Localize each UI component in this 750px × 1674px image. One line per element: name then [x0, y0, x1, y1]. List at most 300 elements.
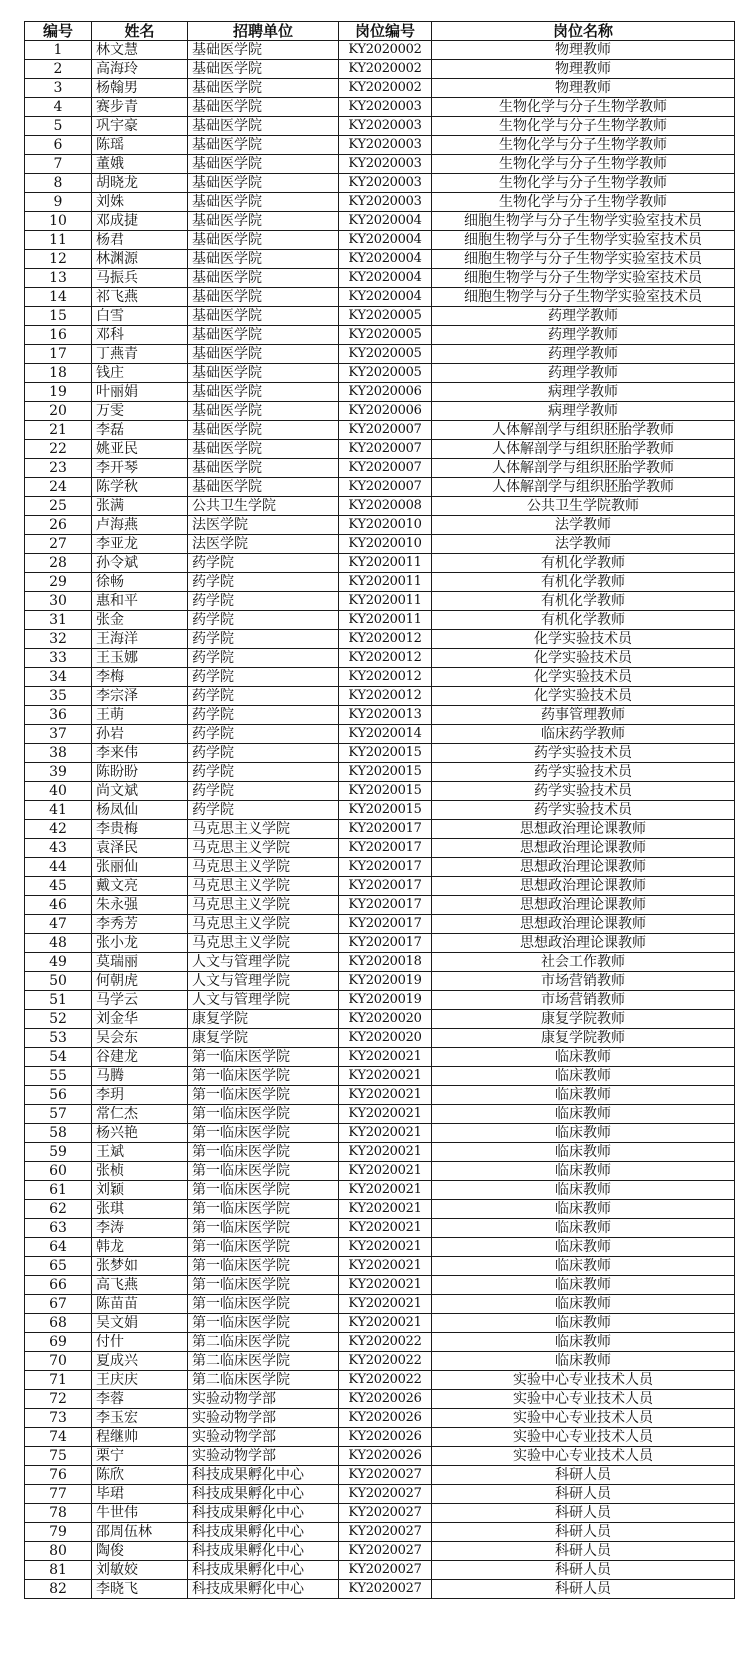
cell-number: 57: [25, 1105, 92, 1124]
cell-unit: 药学院: [188, 801, 339, 820]
cell-unit: 基础医学院: [188, 307, 339, 326]
cell-unit: 马克思主义学院: [188, 915, 339, 934]
cell-position-code: KY2020005: [339, 307, 432, 326]
cell-number: 12: [25, 250, 92, 269]
cell-name: 韩龙: [92, 1238, 188, 1257]
table-row: [25, 41, 735, 60]
cell-name: 陈瑶: [92, 136, 188, 155]
cell-unit: 康复学院: [188, 1010, 339, 1029]
cell-name: 李磊: [92, 421, 188, 440]
cell-name: 惠和平: [92, 592, 188, 611]
cell-position-code: KY2020005: [339, 345, 432, 364]
cell-position-code: KY2020002: [339, 60, 432, 79]
cell-unit: 第一临床医学院: [188, 1162, 339, 1181]
cell-position-code: KY2020022: [339, 1371, 432, 1390]
cell-unit: 第一临床医学院: [188, 1124, 339, 1143]
cell-number: 27: [25, 535, 92, 554]
table-row: [25, 174, 735, 193]
header-number: 编号: [25, 22, 92, 41]
cell-number: 45: [25, 877, 92, 896]
cell-position-title: 思想政治理论课教师: [432, 915, 735, 934]
table-row: [25, 1523, 735, 1542]
recruitment-table: [24, 21, 735, 1599]
cell-position-title: 药事管理教师: [432, 706, 735, 725]
cell-position-title: 药理学教师: [432, 307, 735, 326]
cell-number: 38: [25, 744, 92, 763]
cell-position-code: KY2020007: [339, 459, 432, 478]
table-row: [25, 649, 735, 668]
cell-unit: 第一临床医学院: [188, 1295, 339, 1314]
cell-number: 10: [25, 212, 92, 231]
cell-name: 杨翰男: [92, 79, 188, 98]
cell-position-title: 临床教师: [432, 1257, 735, 1276]
cell-position-title: 细胞生物学与分子生物学实验室技术员: [432, 250, 735, 269]
cell-position-code: KY2020026: [339, 1428, 432, 1447]
cell-number: 43: [25, 839, 92, 858]
cell-name: 何朝虎: [92, 972, 188, 991]
cell-position-title: 化学实验技术员: [432, 668, 735, 687]
cell-number: 58: [25, 1124, 92, 1143]
cell-number: 24: [25, 478, 92, 497]
table-row: [25, 364, 735, 383]
cell-position-code: KY2020020: [339, 1010, 432, 1029]
table-row: [25, 1447, 735, 1466]
cell-position-code: KY2020021: [339, 1314, 432, 1333]
cell-position-title: 临床教师: [432, 1238, 735, 1257]
cell-number: 8: [25, 174, 92, 193]
cell-position-code: KY2020015: [339, 782, 432, 801]
cell-number: 11: [25, 231, 92, 250]
cell-unit: 实验动物学部: [188, 1390, 339, 1409]
cell-position-title: 病理学教师: [432, 383, 735, 402]
cell-position-title: 人体解剖学与组织胚胎学教师: [432, 440, 735, 459]
cell-name: 邵周伍林: [92, 1523, 188, 1542]
cell-number: 22: [25, 440, 92, 459]
cell-position-code: KY2020021: [339, 1219, 432, 1238]
table-row: [25, 953, 735, 972]
table-row: [25, 1561, 735, 1580]
header-unit: 招聘单位: [188, 22, 339, 41]
cell-unit: 马克思主义学院: [188, 877, 339, 896]
cell-unit: 基础医学院: [188, 478, 339, 497]
table-row: [25, 1504, 735, 1523]
header-name: 姓名: [92, 22, 188, 41]
cell-position-code: KY2020017: [339, 877, 432, 896]
cell-name: 李蓉: [92, 1390, 188, 1409]
cell-position-title: 有机化学教师: [432, 554, 735, 573]
table-row: [25, 1352, 735, 1371]
cell-unit: 基础医学院: [188, 136, 339, 155]
cell-name: 毕珺: [92, 1485, 188, 1504]
cell-name: 栗宁: [92, 1447, 188, 1466]
cell-position-title: 临床教师: [432, 1181, 735, 1200]
header-position-code: 岗位编号: [339, 22, 432, 41]
cell-position-title: 公共卫生学院教师: [432, 497, 735, 516]
cell-number: 23: [25, 459, 92, 478]
cell-name: 刘颖: [92, 1181, 188, 1200]
cell-position-code: KY2020007: [339, 478, 432, 497]
table-row: [25, 1466, 735, 1485]
cell-unit: 药学院: [188, 782, 339, 801]
table-row: [25, 972, 735, 991]
cell-unit: 基础医学院: [188, 459, 339, 478]
cell-name: 卢海燕: [92, 516, 188, 535]
table-row: [25, 117, 735, 136]
cell-name: 莫瑞丽: [92, 953, 188, 972]
cell-number: 60: [25, 1162, 92, 1181]
cell-position-code: KY2020007: [339, 440, 432, 459]
cell-position-code: KY2020021: [339, 1086, 432, 1105]
cell-number: 70: [25, 1352, 92, 1371]
cell-position-code: KY2020027: [339, 1504, 432, 1523]
table-row: [25, 1162, 735, 1181]
cell-position-code: KY2020011: [339, 554, 432, 573]
table-row: [25, 307, 735, 326]
cell-unit: 实验动物学部: [188, 1447, 339, 1466]
table-row: [25, 554, 735, 573]
table-row: [25, 668, 735, 687]
table-row: [25, 1143, 735, 1162]
cell-unit: 第一临床医学院: [188, 1257, 339, 1276]
cell-number: 37: [25, 725, 92, 744]
cell-name: 林文慧: [92, 41, 188, 60]
cell-number: 48: [25, 934, 92, 953]
cell-number: 14: [25, 288, 92, 307]
cell-name: 张丽仙: [92, 858, 188, 877]
table-row: [25, 801, 735, 820]
cell-position-title: 实验中心专业技术人员: [432, 1447, 735, 1466]
cell-position-code: KY2020012: [339, 630, 432, 649]
cell-name: 王萌: [92, 706, 188, 725]
table-row: [25, 1371, 735, 1390]
cell-position-code: KY2020017: [339, 820, 432, 839]
cell-number: 2: [25, 60, 92, 79]
cell-position-code: KY2020012: [339, 649, 432, 668]
cell-number: 44: [25, 858, 92, 877]
cell-position-code: KY2020017: [339, 858, 432, 877]
cell-unit: 第二临床医学院: [188, 1352, 339, 1371]
cell-unit: 第一临床医学院: [188, 1314, 339, 1333]
cell-unit: 药学院: [188, 611, 339, 630]
cell-position-code: KY2020015: [339, 744, 432, 763]
cell-number: 72: [25, 1390, 92, 1409]
cell-name: 马振兵: [92, 269, 188, 288]
cell-position-title: 生物化学与分子生物学教师: [432, 98, 735, 117]
cell-name: 李梅: [92, 668, 188, 687]
table-row: [25, 535, 735, 554]
cell-position-title: 化学实验技术员: [432, 687, 735, 706]
cell-position-title: 思想政治理论课教师: [432, 858, 735, 877]
cell-unit: 科技成果孵化中心: [188, 1542, 339, 1561]
cell-position-code: KY2020006: [339, 383, 432, 402]
cell-position-code: KY2020021: [339, 1124, 432, 1143]
cell-number: 18: [25, 364, 92, 383]
cell-position-title: 有机化学教师: [432, 573, 735, 592]
cell-name: 陈学秋: [92, 478, 188, 497]
cell-position-code: KY2020010: [339, 535, 432, 554]
table-row: [25, 1485, 735, 1504]
cell-unit: 科技成果孵化中心: [188, 1485, 339, 1504]
cell-number: 19: [25, 383, 92, 402]
cell-name: 高海玲: [92, 60, 188, 79]
cell-number: 30: [25, 592, 92, 611]
cell-number: 28: [25, 554, 92, 573]
table-row: [25, 421, 735, 440]
cell-name: 李宗泽: [92, 687, 188, 706]
cell-unit: 基础医学院: [188, 212, 339, 231]
cell-unit: 基础医学院: [188, 79, 339, 98]
cell-position-title: 生物化学与分子生物学教师: [432, 174, 735, 193]
cell-name: 吴文娟: [92, 1314, 188, 1333]
cell-unit: 基础医学院: [188, 269, 339, 288]
cell-unit: 第一临床医学院: [188, 1276, 339, 1295]
cell-position-title: 思想政治理论课教师: [432, 896, 735, 915]
cell-unit: 基础医学院: [188, 383, 339, 402]
cell-name: 张桢: [92, 1162, 188, 1181]
cell-unit: 马克思主义学院: [188, 820, 339, 839]
cell-position-code: KY2020026: [339, 1409, 432, 1428]
cell-number: 20: [25, 402, 92, 421]
cell-position-code: KY2020011: [339, 592, 432, 611]
cell-number: 17: [25, 345, 92, 364]
cell-name: 巩宇豪: [92, 117, 188, 136]
cell-position-code: KY2020022: [339, 1352, 432, 1371]
cell-position-title: 临床药学教师: [432, 725, 735, 744]
cell-position-title: 思想政治理论课教师: [432, 877, 735, 896]
cell-number: 67: [25, 1295, 92, 1314]
cell-position-title: 科研人员: [432, 1580, 735, 1599]
table-row: [25, 877, 735, 896]
cell-number: 65: [25, 1257, 92, 1276]
cell-position-title: 人体解剖学与组织胚胎学教师: [432, 421, 735, 440]
cell-unit: 基础医学院: [188, 326, 339, 345]
cell-position-code: KY2020003: [339, 136, 432, 155]
table-row: [25, 478, 735, 497]
cell-position-code: KY2020021: [339, 1200, 432, 1219]
cell-unit: 马克思主义学院: [188, 934, 339, 953]
cell-unit: 药学院: [188, 630, 339, 649]
cell-unit: 药学院: [188, 554, 339, 573]
cell-position-code: KY2020004: [339, 212, 432, 231]
cell-position-title: 实验中心专业技术人员: [432, 1390, 735, 1409]
table-row: [25, 1276, 735, 1295]
cell-unit: 人文与管理学院: [188, 953, 339, 972]
cell-name: 夏成兴: [92, 1352, 188, 1371]
cell-position-title: 细胞生物学与分子生物学实验室技术员: [432, 231, 735, 250]
cell-position-title: 生物化学与分子生物学教师: [432, 117, 735, 136]
table-row: [25, 497, 735, 516]
cell-number: 64: [25, 1238, 92, 1257]
cell-name: 马腾: [92, 1067, 188, 1086]
cell-position-title: 药理学教师: [432, 364, 735, 383]
cell-position-code: KY2020003: [339, 193, 432, 212]
cell-position-title: 科研人员: [432, 1485, 735, 1504]
cell-name: 王斌: [92, 1143, 188, 1162]
table-row: [25, 839, 735, 858]
cell-name: 王海洋: [92, 630, 188, 649]
cell-number: 49: [25, 953, 92, 972]
table-row: [25, 1390, 735, 1409]
cell-position-code: KY2020021: [339, 1181, 432, 1200]
cell-position-title: 临床教师: [432, 1086, 735, 1105]
cell-position-code: KY2020004: [339, 231, 432, 250]
cell-name: 付什: [92, 1333, 188, 1352]
cell-position-code: KY2020003: [339, 117, 432, 136]
cell-unit: 实验动物学部: [188, 1428, 339, 1447]
cell-position-code: KY2020021: [339, 1295, 432, 1314]
cell-position-code: KY2020021: [339, 1048, 432, 1067]
cell-position-code: KY2020021: [339, 1105, 432, 1124]
cell-position-title: 科研人员: [432, 1504, 735, 1523]
cell-position-title: 科研人员: [432, 1466, 735, 1485]
table-row: [25, 1105, 735, 1124]
cell-position-title: 思想政治理论课教师: [432, 839, 735, 858]
cell-name: 胡晓龙: [92, 174, 188, 193]
cell-unit: 基础医学院: [188, 440, 339, 459]
cell-number: 26: [25, 516, 92, 535]
cell-unit: 基础医学院: [188, 402, 339, 421]
table-row: [25, 212, 735, 231]
cell-unit: 基础医学院: [188, 98, 339, 117]
cell-position-title: 化学实验技术员: [432, 630, 735, 649]
table-row: [25, 345, 735, 364]
cell-unit: 康复学院: [188, 1029, 339, 1048]
cell-position-title: 细胞生物学与分子生物学实验室技术员: [432, 269, 735, 288]
cell-number: 50: [25, 972, 92, 991]
cell-name: 李玥: [92, 1086, 188, 1105]
cell-name: 陈欣: [92, 1466, 188, 1485]
cell-name: 常仁杰: [92, 1105, 188, 1124]
cell-unit: 基础医学院: [188, 41, 339, 60]
cell-number: 56: [25, 1086, 92, 1105]
cell-unit: 药学院: [188, 763, 339, 782]
cell-position-code: KY2020005: [339, 326, 432, 345]
cell-position-title: 生物化学与分子生物学教师: [432, 155, 735, 174]
cell-name: 钱庄: [92, 364, 188, 383]
table-row: [25, 763, 735, 782]
cell-name: 李玉宏: [92, 1409, 188, 1428]
table-row: [25, 1010, 735, 1029]
table-row: [25, 1238, 735, 1257]
cell-position-code: KY2020027: [339, 1485, 432, 1504]
cell-name: 陈苗苗: [92, 1295, 188, 1314]
cell-position-code: KY2020021: [339, 1162, 432, 1181]
table-row: [25, 98, 735, 117]
cell-position-title: 临床教师: [432, 1124, 735, 1143]
cell-number: 54: [25, 1048, 92, 1067]
table-row: [25, 630, 735, 649]
cell-number: 13: [25, 269, 92, 288]
cell-number: 36: [25, 706, 92, 725]
table-row: [25, 1219, 735, 1238]
cell-number: 53: [25, 1029, 92, 1048]
cell-name: 王庆庆: [92, 1371, 188, 1390]
table-body: [25, 41, 735, 1599]
cell-unit: 第一临床医学院: [188, 1219, 339, 1238]
cell-number: 51: [25, 991, 92, 1010]
cell-position-title: 实验中心专业技术人员: [432, 1371, 735, 1390]
cell-name: 林渊源: [92, 250, 188, 269]
cell-name: 杨兴艳: [92, 1124, 188, 1143]
cell-unit: 药学院: [188, 706, 339, 725]
cell-position-code: KY2020020: [339, 1029, 432, 1048]
cell-number: 62: [25, 1200, 92, 1219]
cell-position-title: 化学实验技术员: [432, 649, 735, 668]
cell-position-code: KY2020015: [339, 763, 432, 782]
cell-number: 74: [25, 1428, 92, 1447]
cell-unit: 基础医学院: [188, 250, 339, 269]
table-row: [25, 231, 735, 250]
cell-position-code: KY2020008: [339, 497, 432, 516]
table-row: [25, 592, 735, 611]
cell-position-code: KY2020027: [339, 1523, 432, 1542]
cell-unit: 实验动物学部: [188, 1409, 339, 1428]
table-row: [25, 1067, 735, 1086]
table-row: [25, 1048, 735, 1067]
cell-position-code: KY2020005: [339, 364, 432, 383]
cell-number: 46: [25, 896, 92, 915]
cell-unit: 第二临床医学院: [188, 1371, 339, 1390]
table-row: [25, 1295, 735, 1314]
cell-position-code: KY2020013: [339, 706, 432, 725]
table-row: [25, 896, 735, 915]
cell-position-code: KY2020027: [339, 1580, 432, 1599]
cell-name: 白雪: [92, 307, 188, 326]
cell-position-code: KY2020017: [339, 934, 432, 953]
table-row: [25, 136, 735, 155]
cell-unit: 法医学院: [188, 516, 339, 535]
cell-unit: 第一临床医学院: [188, 1048, 339, 1067]
cell-number: 32: [25, 630, 92, 649]
cell-position-title: 科研人员: [432, 1561, 735, 1580]
cell-position-code: KY2020027: [339, 1466, 432, 1485]
cell-position-code: KY2020017: [339, 839, 432, 858]
cell-name: 李来伟: [92, 744, 188, 763]
table-row: [25, 991, 735, 1010]
cell-number: 5: [25, 117, 92, 136]
cell-name: 邓成捷: [92, 212, 188, 231]
cell-number: 41: [25, 801, 92, 820]
cell-position-title: 药学实验技术员: [432, 801, 735, 820]
cell-unit: 基础医学院: [188, 421, 339, 440]
cell-name: 张小龙: [92, 934, 188, 953]
cell-position-title: 临床教师: [432, 1105, 735, 1124]
cell-position-code: KY2020026: [339, 1390, 432, 1409]
cell-number: 73: [25, 1409, 92, 1428]
cell-position-title: 生物化学与分子生物学教师: [432, 193, 735, 212]
cell-position-title: 科研人员: [432, 1523, 735, 1542]
table-row: [25, 1181, 735, 1200]
cell-unit: 基础医学院: [188, 117, 339, 136]
cell-position-title: 康复学院教师: [432, 1029, 735, 1048]
cell-position-code: KY2020022: [339, 1333, 432, 1352]
cell-position-title: 临床教师: [432, 1352, 735, 1371]
cell-name: 马学云: [92, 991, 188, 1010]
table-row: [25, 573, 735, 592]
cell-name: 孙令斌: [92, 554, 188, 573]
cell-number: 4: [25, 98, 92, 117]
cell-name: 袁泽民: [92, 839, 188, 858]
cell-position-title: 市场营销教师: [432, 991, 735, 1010]
header-row: [25, 22, 735, 41]
table-row: [25, 725, 735, 744]
cell-name: 赛步青: [92, 98, 188, 117]
cell-position-title: 物理教师: [432, 60, 735, 79]
cell-position-title: 临床教师: [432, 1219, 735, 1238]
cell-unit: 药学院: [188, 592, 339, 611]
cell-unit: 药学院: [188, 687, 339, 706]
cell-number: 6: [25, 136, 92, 155]
